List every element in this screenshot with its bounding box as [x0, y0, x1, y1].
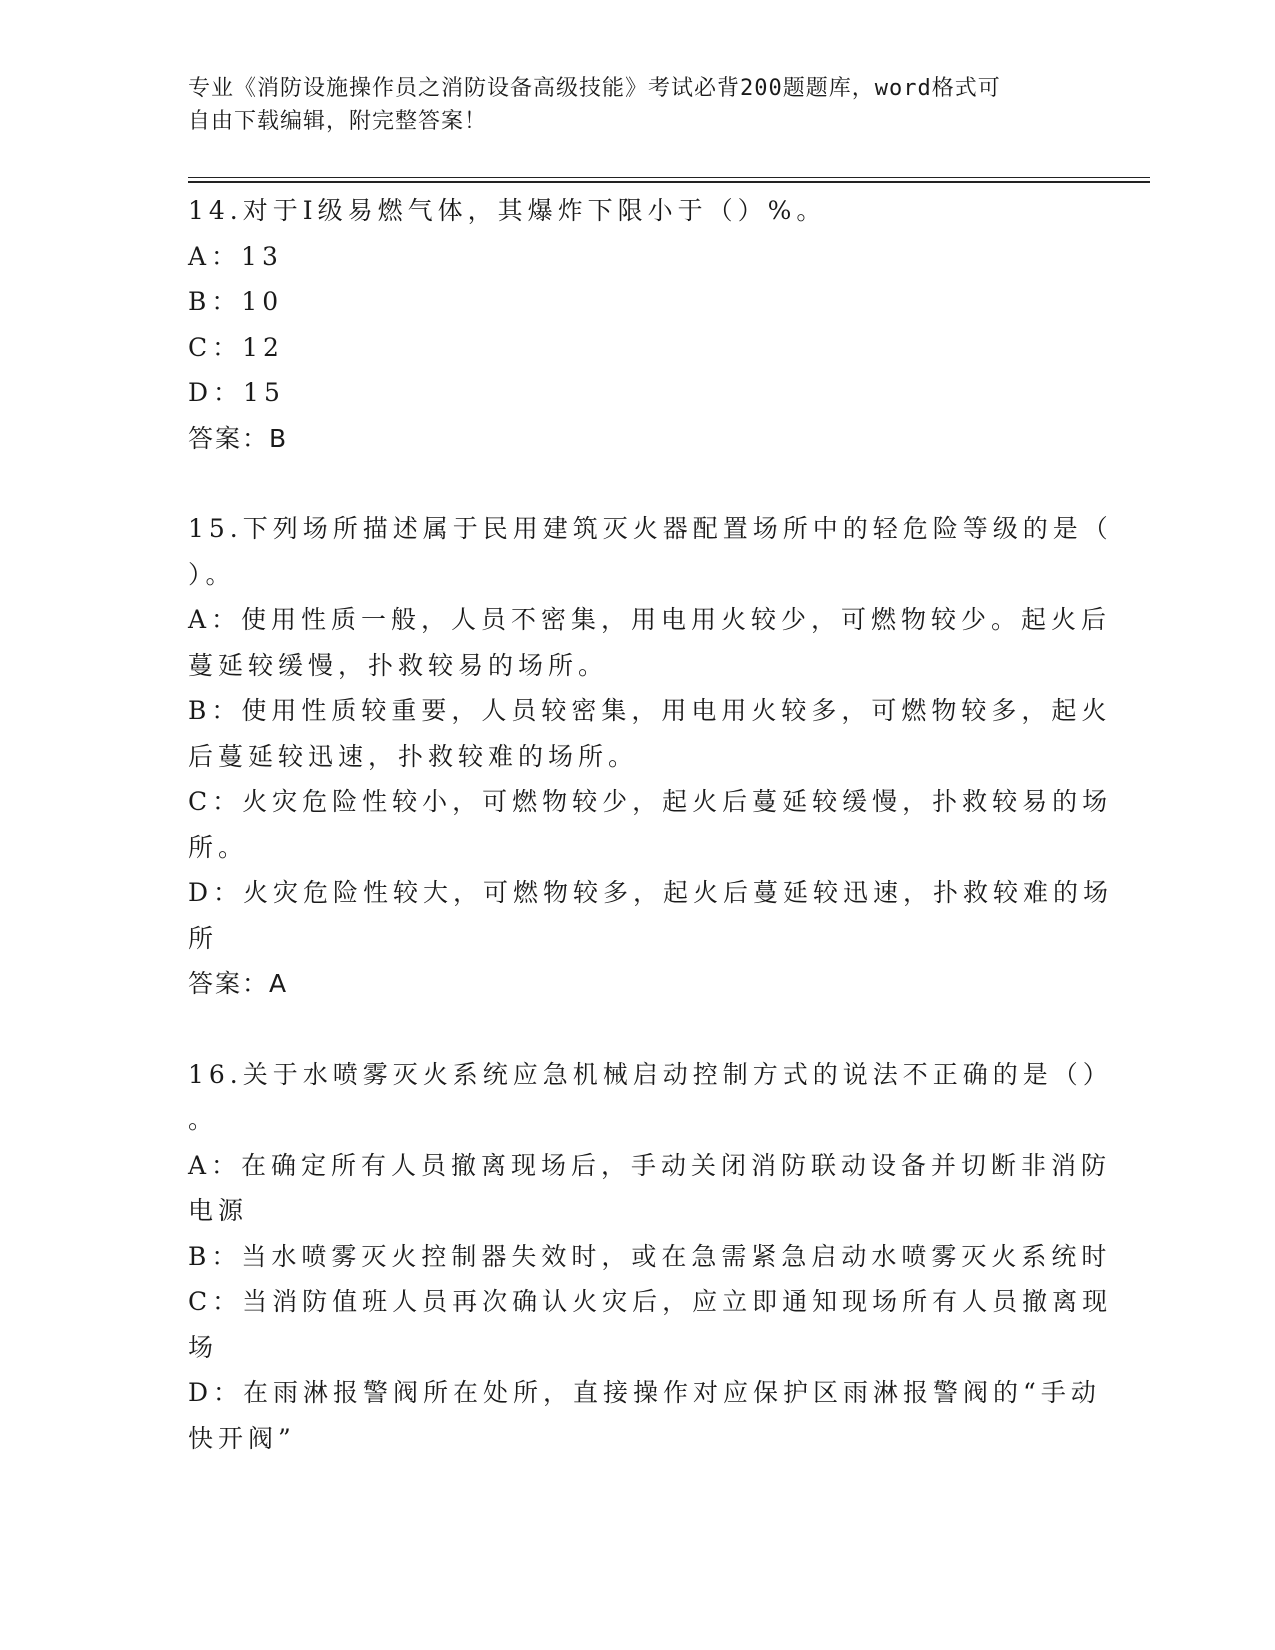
question-stem-continued: ）。 [188, 559, 236, 589]
option-d: D：火灾危险性较大，可燃物较多，起火后蔓延较迅速，扑救较难的场 [188, 878, 1114, 907]
option-d-continued: 快开阀” [188, 1423, 296, 1453]
option-c: C：火灾危险性较小，可燃物较少，起火后蔓延较缓慢，扑救较易的场 [188, 787, 1113, 816]
header-line-1: 专业《消防设施操作员之消防设备高级技能》考试必背200题题库，word格式可 [188, 76, 1001, 101]
option-c-continued: 所。 [188, 832, 249, 862]
option-a: A：13 [188, 241, 283, 271]
header-line-2: 自由下载编辑，附完整答案！ [188, 109, 488, 134]
option-b: B：10 [188, 287, 284, 316]
option-b: B：使用性质较重要，人员较密集，用电用火较多，可燃物较多，起火 [188, 696, 1112, 725]
question-stem: 16.关于水喷雾灭火系统应急机械启动控制方式的说法不正确的是（） [188, 1059, 1113, 1089]
question-16 [188, 1052, 1113, 1462]
option-d: D：15 [188, 378, 285, 407]
option-c-continued: 场 [188, 1332, 219, 1362]
option-c: C：当消防值班人员再次确认火灾后，应立即通知现场所有人员撤离现 [188, 1287, 1113, 1316]
question-stem: 14.对于Ⅰ级易燃气体，其爆炸下限小于（）%。 [188, 196, 827, 225]
option-a: A：使用性质一般，人员不密集，用电用火较少，可燃物较少。起火后 [188, 605, 1112, 634]
option-a: A：在确定所有人员撤离现场后，手动关闭消防联动设备并切断非消防 [188, 1150, 1112, 1180]
question-14 [188, 188, 1078, 461]
option-b: B：当水喷雾灭火控制器失效时，或在急需紧急启动水喷雾灭火系统时 [188, 1241, 1112, 1271]
option-d-continued: 所 [188, 923, 219, 953]
answer: 答案：B [188, 423, 289, 453]
option-a-continued: 电源 [188, 1196, 249, 1225]
answer: 答案：A [188, 969, 289, 998]
question-list [188, 188, 1114, 1461]
option-c: C：12 [188, 332, 284, 362]
header-divider-thin [188, 177, 1150, 178]
option-a-continued: 蔓延较缓慢，扑救较易的场所。 [188, 650, 609, 680]
header-divider-thick [188, 181, 1150, 183]
option-b-continued: 后蔓延较迅速，扑救较难的场所。 [188, 741, 639, 771]
document-header [188, 72, 1068, 138]
question-15 [188, 506, 1114, 1007]
question-stem-continued: 。 [188, 1105, 219, 1134]
option-d: D：在雨淋报警阀所在处所，直接操作对应保护区雨淋报警阀的“手动 [188, 1378, 1101, 1407]
question-stem: 15.下列场所描述属于民用建筑灭火器配置场所中的轻危险等级的是（ [188, 514, 1113, 543]
